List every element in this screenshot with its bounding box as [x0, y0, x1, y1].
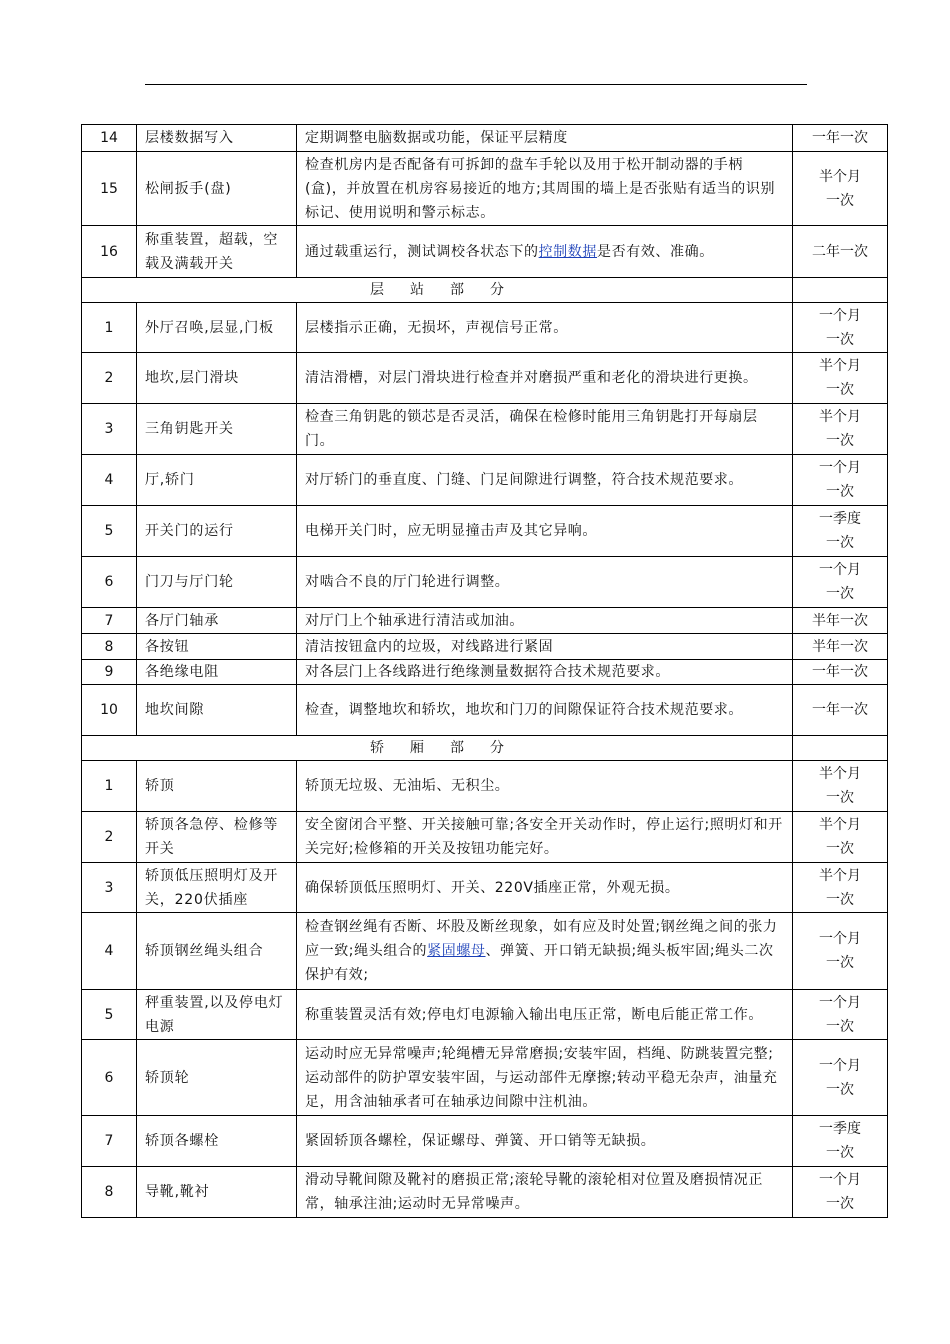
table-row	[82, 913, 888, 990]
row-content: 运动时应无异常噪声;轮绳槽无异常磨损;安装牢固，档绳、防跳装置完整;运动部件的防护罩安装牢固，与运动部件无摩擦;转动平稳无杂声，油量充足，用含油轴承者可在轴承边间隙中注机油。	[297, 1040, 793, 1116]
section-title-cell	[82, 736, 793, 761]
row-number: 2	[82, 812, 137, 863]
row-frequency	[793, 557, 888, 608]
row-number: 4	[82, 455, 137, 506]
row-content: 安全窗闭合平整、开关接触可靠;各安全开关动作时，停止运行;照明灯和开关完好;检修箱的开关及按钮功能完好。	[297, 812, 793, 863]
frequency-text: 半个月一次	[819, 817, 861, 857]
frequency-text: 一个月一次	[819, 460, 861, 500]
content-text: 检查钢丝绳有否断、坏股及断丝现象，如有应及时处置;钢丝绳之间的张力应一致;绳头组合的	[305, 919, 778, 959]
row-frequency	[793, 863, 888, 913]
frequency-text: 一个月一次	[819, 931, 861, 971]
table-row	[82, 404, 888, 455]
row-frequency: 一年一次	[793, 685, 888, 736]
row-item: 开关门的运行	[137, 506, 297, 557]
row-item: 层楼数据写入	[137, 125, 297, 152]
row-content: 检查机房内是否配备有可拆卸的盘车手轮以及用于松开制动器的手柄(盒)，并放置在机房容易接近的地方;其周围的墙上是否张贴有适当的识别标记、使用说明和警示标志。	[297, 152, 793, 226]
row-content: 层楼指示正确，无损坏，声视信号正常。	[297, 303, 793, 353]
row-number: 5	[82, 990, 137, 1040]
table-row	[82, 226, 888, 278]
row-frequency	[793, 152, 888, 226]
row-item: 秤重装置,以及停电灯电源	[137, 990, 297, 1040]
row-item: 轿顶各螺栓	[137, 1116, 297, 1167]
row-item: 导靴,靴衬	[137, 1167, 297, 1218]
table-row	[82, 1116, 888, 1167]
row-content: 清洁滑槽，对层门滑块进行检查并对磨损严重和老化的滑块进行更换。	[297, 353, 793, 404]
row-number: 5	[82, 506, 137, 557]
row-number: 1	[82, 303, 137, 353]
row-frequency	[793, 303, 888, 353]
table-row	[82, 608, 888, 634]
frequency-text: 一季度一次	[819, 1121, 861, 1161]
row-number: 2	[82, 353, 137, 404]
table-row	[82, 125, 888, 152]
table-row	[82, 990, 888, 1040]
row-number: 8	[82, 1167, 137, 1218]
row-number: 15	[82, 152, 137, 226]
row-frequency	[793, 455, 888, 506]
row-number: 10	[82, 685, 137, 736]
row-content: 对厅门上个轴承进行清洁或加油。	[297, 608, 793, 634]
row-frequency: 半年一次	[793, 634, 888, 660]
control-data-link[interactable]: 控制数据	[538, 243, 598, 260]
row-frequency	[793, 812, 888, 863]
row-item: 轿顶低压照明灯及开关，220伏插座	[137, 863, 297, 913]
row-item: 各按钮	[137, 634, 297, 660]
row-item: 各绝缘电阻	[137, 660, 297, 685]
row-frequency	[793, 1167, 888, 1218]
frequency-text: 一个月一次	[819, 1057, 861, 1098]
row-frequency: 半年一次	[793, 608, 888, 634]
row-frequency: 一年一次	[793, 660, 888, 685]
row-item: 轿顶	[137, 761, 297, 812]
content-text: 通过载重运行，测试调校各状态下的	[305, 243, 539, 260]
row-content	[297, 226, 793, 278]
row-content: 检查，调整地坎和轿坎，地坎和门刀的间隙保证符合技术规范要求。	[297, 685, 793, 736]
row-frequency: 二年一次	[793, 226, 888, 278]
row-number: 6	[82, 557, 137, 608]
section-title: 轿厢部分	[370, 740, 530, 756]
row-content: 清洁按钮盒内的垃圾，对线路进行紧固	[297, 634, 793, 660]
row-content: 对厅轿门的垂直度、门缝、门足间隙进行调整，符合技术规范要求。	[297, 455, 793, 506]
row-number: 4	[82, 913, 137, 990]
row-item: 三角钥匙开关	[137, 404, 297, 455]
row-number: 8	[82, 634, 137, 660]
frequency-text: 一个月一次	[819, 307, 861, 348]
table-row	[82, 685, 888, 736]
row-frequency	[793, 506, 888, 557]
frequency-text: 一个月一次	[819, 562, 861, 602]
row-number: 14	[82, 125, 137, 152]
table-row	[82, 634, 888, 660]
table-row	[82, 303, 888, 353]
row-item: 地坎间隙	[137, 685, 297, 736]
row-frequency	[793, 990, 888, 1040]
row-content: 电梯开关门时，应无明显撞击声及其它异响。	[297, 506, 793, 557]
row-frequency	[793, 761, 888, 812]
table-row	[82, 557, 888, 608]
row-number: 6	[82, 1040, 137, 1116]
table-row	[82, 455, 888, 506]
table-row	[82, 506, 888, 557]
frequency-text: 半个月一次	[819, 409, 861, 449]
row-item: 各厅门轴承	[137, 608, 297, 634]
fastening-nut-link[interactable]: 紧固螺母	[427, 943, 486, 959]
row-item: 称重装置，超载，空载及满载开关	[137, 226, 297, 278]
section-title: 层站部分	[370, 282, 530, 298]
row-number: 7	[82, 1116, 137, 1167]
row-item: 外厅召唤,层显,门板	[137, 303, 297, 353]
header-rule	[145, 84, 807, 85]
row-number: 16	[82, 226, 137, 278]
table-row	[82, 1167, 888, 1218]
table-row	[82, 660, 888, 685]
section-empty-cell	[793, 278, 888, 303]
row-content: 定期调整电脑数据或功能，保证平层精度	[297, 125, 793, 152]
row-item: 松闸扳手(盘)	[137, 152, 297, 226]
table-row	[82, 1040, 888, 1116]
row-number: 3	[82, 404, 137, 455]
row-frequency	[793, 1116, 888, 1167]
row-item: 厅,轿门	[137, 455, 297, 506]
row-item: 轿顶各急停、检修等开关	[137, 812, 297, 863]
row-content: 对各层门上各线路进行绝缘测量数据符合技术规范要求。	[297, 660, 793, 685]
row-item: 地坎,层门滑块	[137, 353, 297, 404]
content-text: 是否有效、准确。	[597, 243, 714, 260]
frequency-text: 半个月一次	[819, 766, 861, 806]
row-content: 确保轿顶低压照明灯、开关、220V插座正常，外观无损。	[297, 863, 793, 913]
row-number: 1	[82, 761, 137, 812]
table-row	[82, 152, 888, 226]
frequency-text: 半个月一次	[819, 867, 861, 908]
row-content: 称重装置灵活有效;停电灯电源输入输出电压正常，断电后能正常工作。	[297, 990, 793, 1040]
table-row	[82, 863, 888, 913]
frequency-text: 一季度一次	[819, 511, 861, 551]
row-frequency	[793, 404, 888, 455]
row-frequency	[793, 913, 888, 990]
row-content: 对啮合不良的厅门轮进行调整。	[297, 557, 793, 608]
row-content	[297, 913, 793, 990]
section-header-row	[82, 278, 888, 303]
frequency-text: 一个月一次	[819, 994, 861, 1035]
row-frequency	[793, 1040, 888, 1116]
row-content: 检查三角钥匙的锁芯是否灵活，确保在检修时能用三角钥匙打开每扇层门。	[297, 404, 793, 455]
content-text: 、弹簧、开口销无缺损;绳头板牢固;绳头二次保护有效;	[305, 943, 774, 983]
frequency-text: 半个月一次	[819, 358, 861, 398]
row-number: 7	[82, 608, 137, 634]
row-frequency: 一年一次	[793, 125, 888, 152]
section-title-cell	[82, 278, 793, 303]
row-item: 轿顶钢丝绳头组合	[137, 913, 297, 990]
row-frequency	[793, 353, 888, 404]
maintenance-table	[81, 124, 888, 1218]
table-row	[82, 353, 888, 404]
row-item: 门刀与厅门轮	[137, 557, 297, 608]
frequency-text: 半个月一次	[819, 168, 861, 209]
row-content: 紧固轿顶各螺栓，保证螺母、弹簧、开口销等无缺损。	[297, 1116, 793, 1167]
row-number: 9	[82, 660, 137, 685]
row-number: 3	[82, 863, 137, 913]
row-content: 滑动导靴间隙及靴衬的磨损正常;滚轮导靴的滚轮相对位置及磨损情况正常，轴承注油;运动时无异常噪声。	[297, 1167, 793, 1218]
row-content: 轿顶无垃圾、无油垢、无积尘。	[297, 761, 793, 812]
row-item: 轿顶轮	[137, 1040, 297, 1116]
section-header-row	[82, 736, 888, 761]
table-row	[82, 761, 888, 812]
table-row	[82, 812, 888, 863]
frequency-text: 一个月一次	[819, 1172, 861, 1212]
section-empty-cell	[793, 736, 888, 761]
